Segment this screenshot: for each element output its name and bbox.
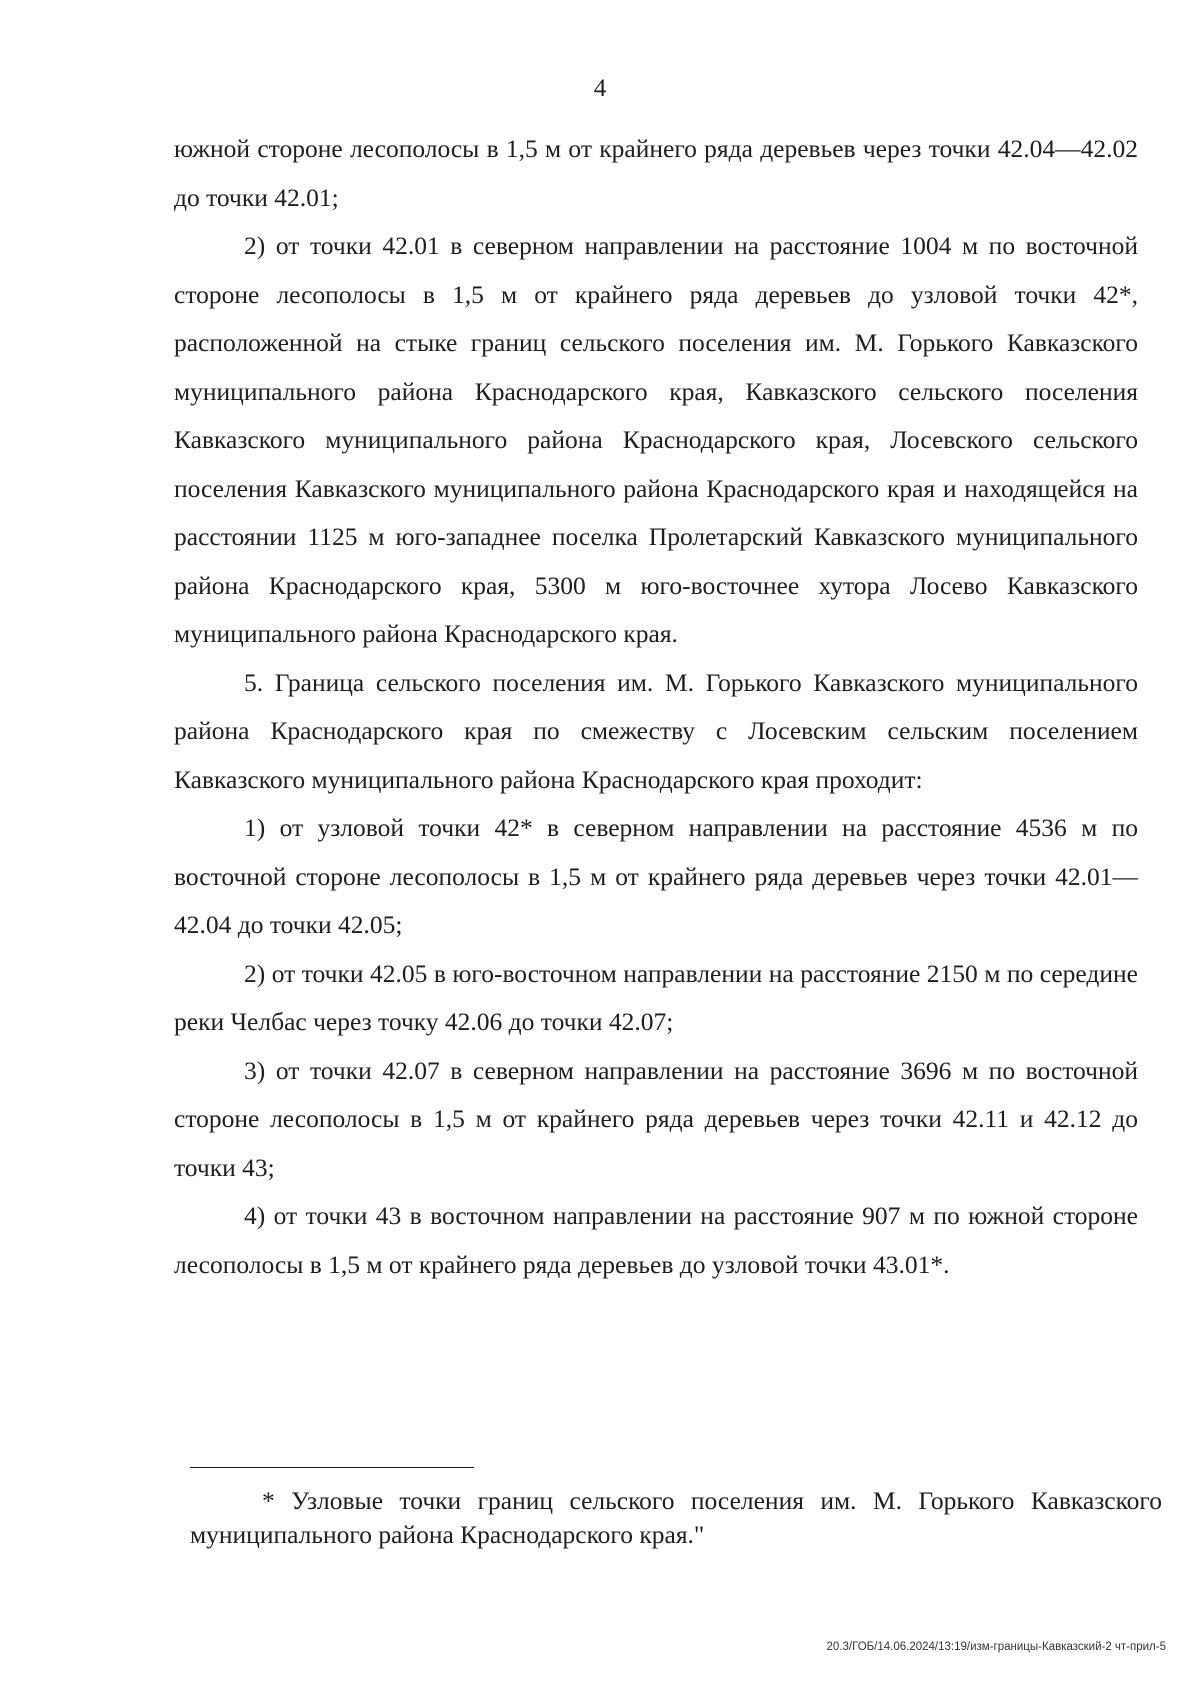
footnote: * Узловые точки границ сельского поселения им. М. Горького Кавказского муниципального района Краснодарского края." xyxy=(190,1486,1162,1549)
footnote-divider xyxy=(190,1467,474,1468)
paragraph-item-1: 1) от узловой точки 42* в северном направлении на расстояние 4536 м по восточной стороне лесополосы в 1,5 м от крайнего ряда деревьев через точки 42.01—42.04 до точки 42.05; xyxy=(174,813,1138,939)
document-body xyxy=(174,125,1138,1289)
paragraph-section-5: 5. Граница сельского поселения им. М. Горького Кавказского муниципального района Краснодарского края по смежеству с Лосевским сельским поселением Кавказского муниципального района Краснодарского края проходит: xyxy=(174,667,1138,794)
page-number: 4 xyxy=(593,75,607,102)
paragraph-item-4: 4) от точки 43 в восточном направлении на расстояние 907 м по южной стороне лесополосы в 1,5 м от крайнего ряда деревьев до узловой точки 43.01*. xyxy=(174,1201,1138,1279)
paragraph-continuation: южной стороне лесополосы в 1,5 м от крайнего ряда деревьев через точки 42.04—42.02 до точки 42.01; xyxy=(174,134,1138,212)
paragraph-item-2b: 2) от точки 42.05 в юго-восточном направлении на расстояние 2150 м по середине реки Челбас через точку 42.06 до точки 42.07; xyxy=(174,958,1138,1036)
document-code: 20.3/ГОБ/14.06.2024/13:19/изм-границы-Кавказский-2 чт-прил-5 xyxy=(826,1641,1166,1653)
paragraph-item-2: 2) от точки 42.01 в северном направлении на расстояние 1004 м по восточной стороне лесополосы в 1,5 м от крайнего ряда деревьев до узловой точки 42*, расположенной на стыке границ сельского поселения им. М. Горького Кавказского муниципального района Краснодарского края, Кавказского сельского поселения Кавказского муниципального района Краснодарского края, Лосевского сельского поселения Кавказского муниципального района Краснодарского края и находящейся на расстоянии 1125 м юго-западнее поселка Пролетарский Кавказского муниципального района Краснодарского края, 5300 м юго-восточнее хутора Лосево Кавказского муниципального района Краснодарского края. xyxy=(174,231,1138,648)
paragraph-item-3: 3) от точки 42.07 в северном направлении на расстояние 3696 м по восточной стороне лесополосы в 1,5 м от крайнего ряда деревьев через точки 42.11 и 42.12 до точки 43; xyxy=(174,1055,1138,1182)
